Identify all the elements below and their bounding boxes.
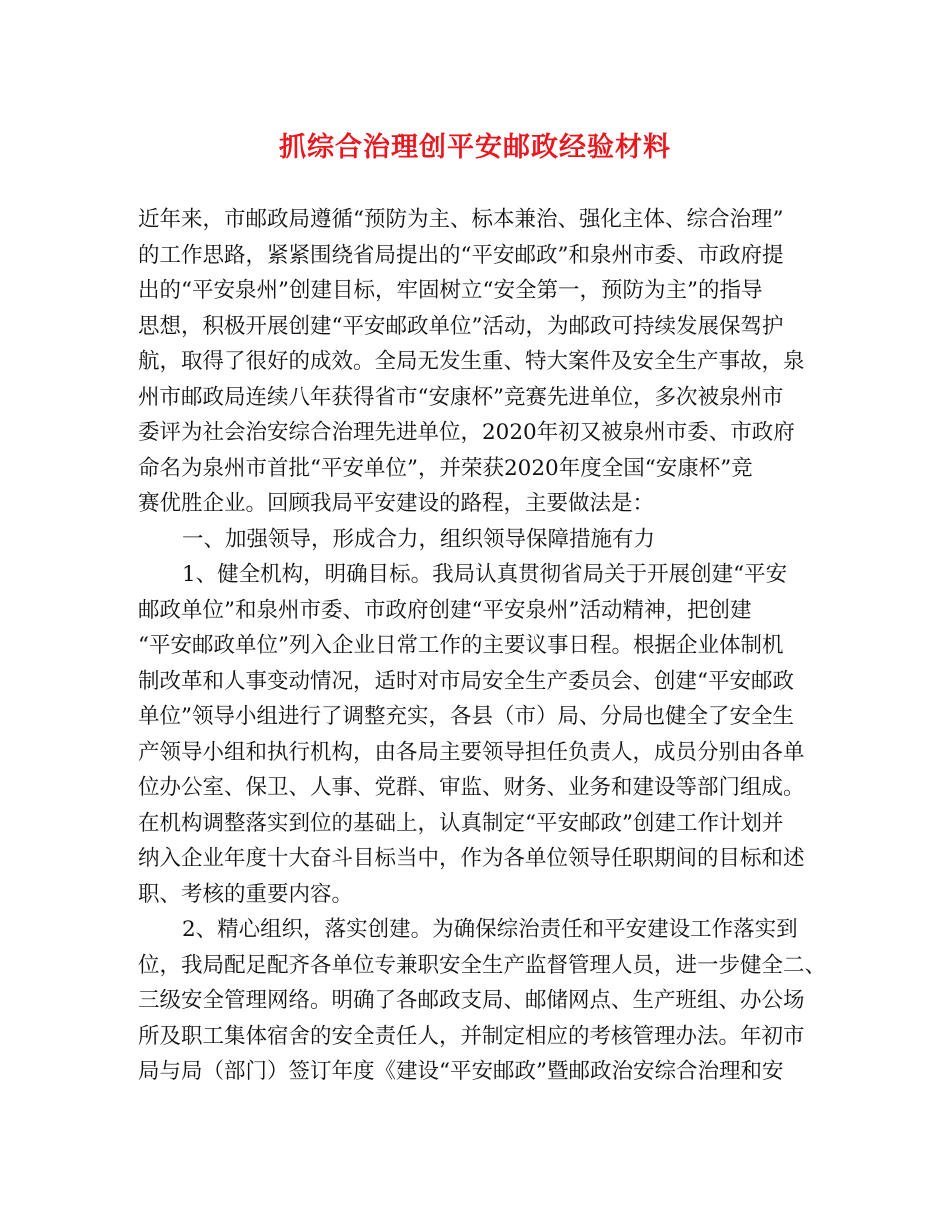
body-line: 2、精心组织，落实创建。为确保综治责任和平安建设工作落实到 <box>182 917 798 942</box>
body-line: 近年来，市邮政局遵循“预防为主、标本兼治、强化主体、综合治理” <box>138 207 784 232</box>
body-line: 单位”领导小组进行了调整充实，各县（市）局、分局也健全了安全生 <box>138 704 794 729</box>
body-line: 的工作思路，紧紧围绕省局提出的“平安邮政”和泉州市委、市政府提 <box>138 242 784 268</box>
body-line: 在机构调整落实到位的基础上，认真制定“平安邮政”创建工作计划并 <box>138 810 784 836</box>
body-line: 位办公室、保卫、人事、党群、审监、财务、业务和建设等部门组成。 <box>138 775 805 800</box>
body-line: 所及职工集体宿舍的安全责任人，并制定相应的考核管理办法。年初市 <box>138 1023 805 1049</box>
body-line: 赛优胜企业。回顾我局平安建设的路程，主要做法是： <box>138 491 655 516</box>
body-line: 思想，积极开展创建“平安邮政单位”活动，为邮政可持续发展保驾护 <box>138 313 784 339</box>
body-line: 局与局（部门）签订年度《建设“平安邮政”暨邮政治安综合治理和安 <box>138 1059 784 1084</box>
body-line: 位，我局配足配齐各单位专兼职安全生产监督管理人员，进一步健全二、 <box>138 952 827 978</box>
document-body <box>138 202 828 1090</box>
body-line: “平安邮政单位”列入企业日常工作的主要议事日程。根据企业体制机 <box>138 633 784 658</box>
body-line: 1、健全机构，明确目标。我局认真贯彻省局关于开展创建“平安 <box>182 562 788 587</box>
body-line: 州市邮政局连续八年获得省市“安康杯”竞赛先进单位，多次被泉州市 <box>138 384 784 410</box>
body-line: 职、考核的重要内容。 <box>138 881 354 907</box>
body-line: 委评为社会治安综合治理先进单位，2020年初又被泉州市委、市政府 <box>138 420 795 445</box>
body-line: 产领导小组和执行机构，由各局主要领导担任负责人，成员分别由各单 <box>138 739 805 765</box>
body-line: 一、加强领导，形成合力，组织领导保障措施有力 <box>182 526 656 552</box>
body-line: 纳入企业年度十大奋斗目标当中，作为各单位领导任职期间的目标和述 <box>138 846 805 871</box>
body-line: 三级安全管理网络。明确了各邮政支局、邮储网点、生产班组、办公场 <box>138 988 805 1013</box>
body-line: 航，取得了很好的成效。全局无发生重、特大案件及安全生产事故，泉 <box>138 349 805 374</box>
body-line: 命名为泉州市首批“平安单位”，并荣获2020年度全国“安康杯”竞 <box>138 455 753 481</box>
body-line: 制改革和人事变动情况，适时对市局安全生产委员会、创建“平安邮政 <box>138 668 794 694</box>
body-line: 出的“平安泉州”创建目标，牢固树立“安全第一，预防为主”的指导 <box>138 278 763 303</box>
document-title: 抓综合治理创平安邮政经验材料 <box>279 132 671 163</box>
body-line: 邮政单位”和泉州市委、市政府创建“平安泉州”活动精神，把创建 <box>138 597 752 623</box>
